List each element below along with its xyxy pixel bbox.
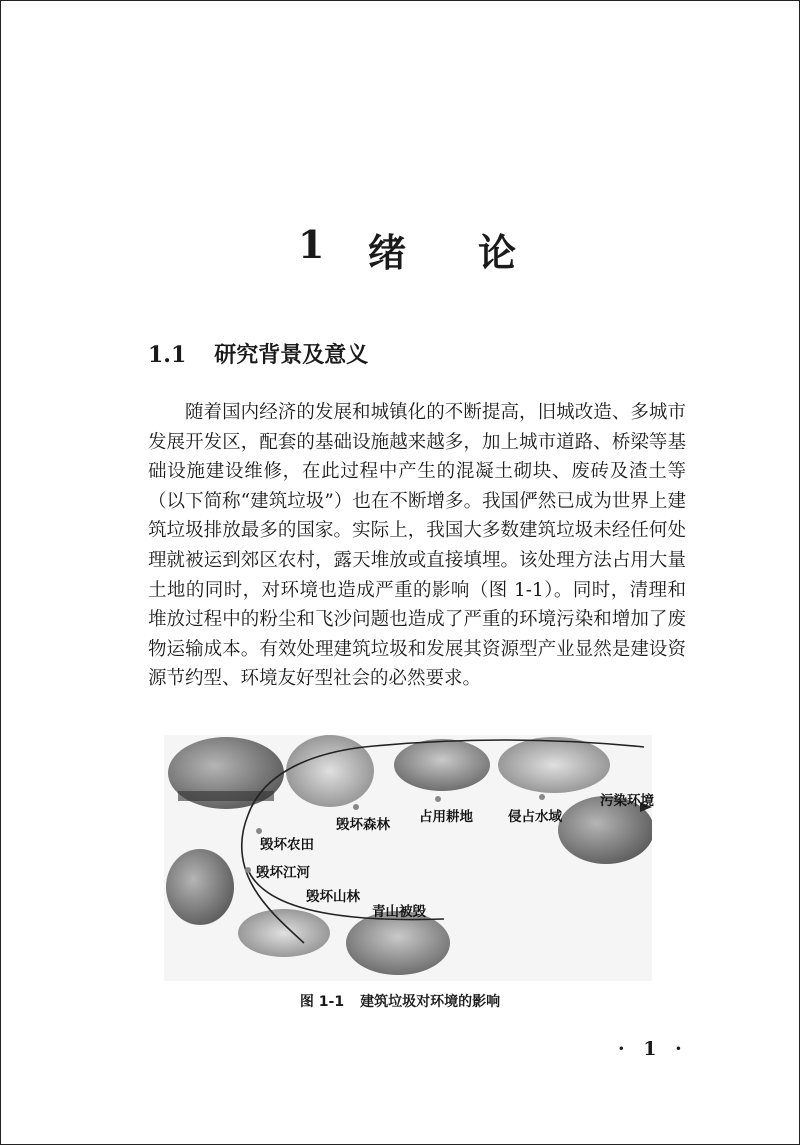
- figure-drawing: [164, 735, 652, 981]
- photo-waterfront: [498, 737, 610, 793]
- body-paragraph: 随着国内经济的发展和城镇化的不断提高，旧城改造、多城市发展开发区，配套的基础设施越来越多，加上城市道路、桥梁等基础设施建设维修，在此过程中产生的混凝土砌块、废砖及渣土等（以下简称“建筑垃圾”）也在不断增多。我国俨然已成为世界上建筑垃圾排放最多的国家。实际上，我国大多数建筑垃圾未经任何处理就被运到郊区农村，露天堆放或直接填埋。该处理方法占用大量土地的同时，对环境也造成严重的影响（图 1-1）。同时，清理和堆放过程中的粉尘和飞沙问题也造成了严重的环境污染和增加了废物运输成本。有效处理建筑垃圾和发展其资源型产业显然是建设资源节约型、环境友好型社会的必然要求。: [148, 402, 686, 690]
- chapter-number: 1: [298, 222, 327, 267]
- label-green-hills-destroyed: 青山被毁: [372, 904, 426, 920]
- figure-caption: [0, 991, 800, 1011]
- point-cropland: [435, 796, 441, 802]
- label-pollute-environment: 污染环境: [600, 793, 654, 809]
- label-occupy-water: 侵占水域: [508, 809, 562, 825]
- label-destroy-forest: 毁坏森林: [336, 817, 390, 833]
- label-destroy-mountain-forest: 毁坏山林: [306, 889, 360, 905]
- page-number: · 1 ·: [618, 1038, 688, 1060]
- label-destroy-farmland: 毁坏农田: [260, 837, 314, 853]
- figure-environment-impact: [164, 735, 652, 981]
- label-destroy-river: 毁坏江河: [256, 865, 310, 881]
- photo-hill: [238, 909, 330, 957]
- point-river: [245, 867, 251, 873]
- photo-riverbank: [166, 849, 234, 925]
- point-forest: [353, 804, 359, 810]
- chapter-title-char-1: 绪: [368, 230, 409, 275]
- caption-number: 图 1-1: [299, 994, 345, 1010]
- photo-quarry: [346, 911, 450, 975]
- caption-text: 建筑垃圾对环境的影响: [360, 994, 501, 1010]
- label-occupy-farmland: 占用耕地: [419, 809, 473, 825]
- section-title: 研究背景及意义: [214, 343, 369, 368]
- photo-forest: [286, 735, 374, 807]
- section-heading: [148, 338, 368, 369]
- point-water: [539, 794, 545, 800]
- chapter-title-char-2: 论: [478, 230, 519, 275]
- section-number: 1.1: [148, 342, 187, 368]
- photo-farmland: [394, 739, 490, 791]
